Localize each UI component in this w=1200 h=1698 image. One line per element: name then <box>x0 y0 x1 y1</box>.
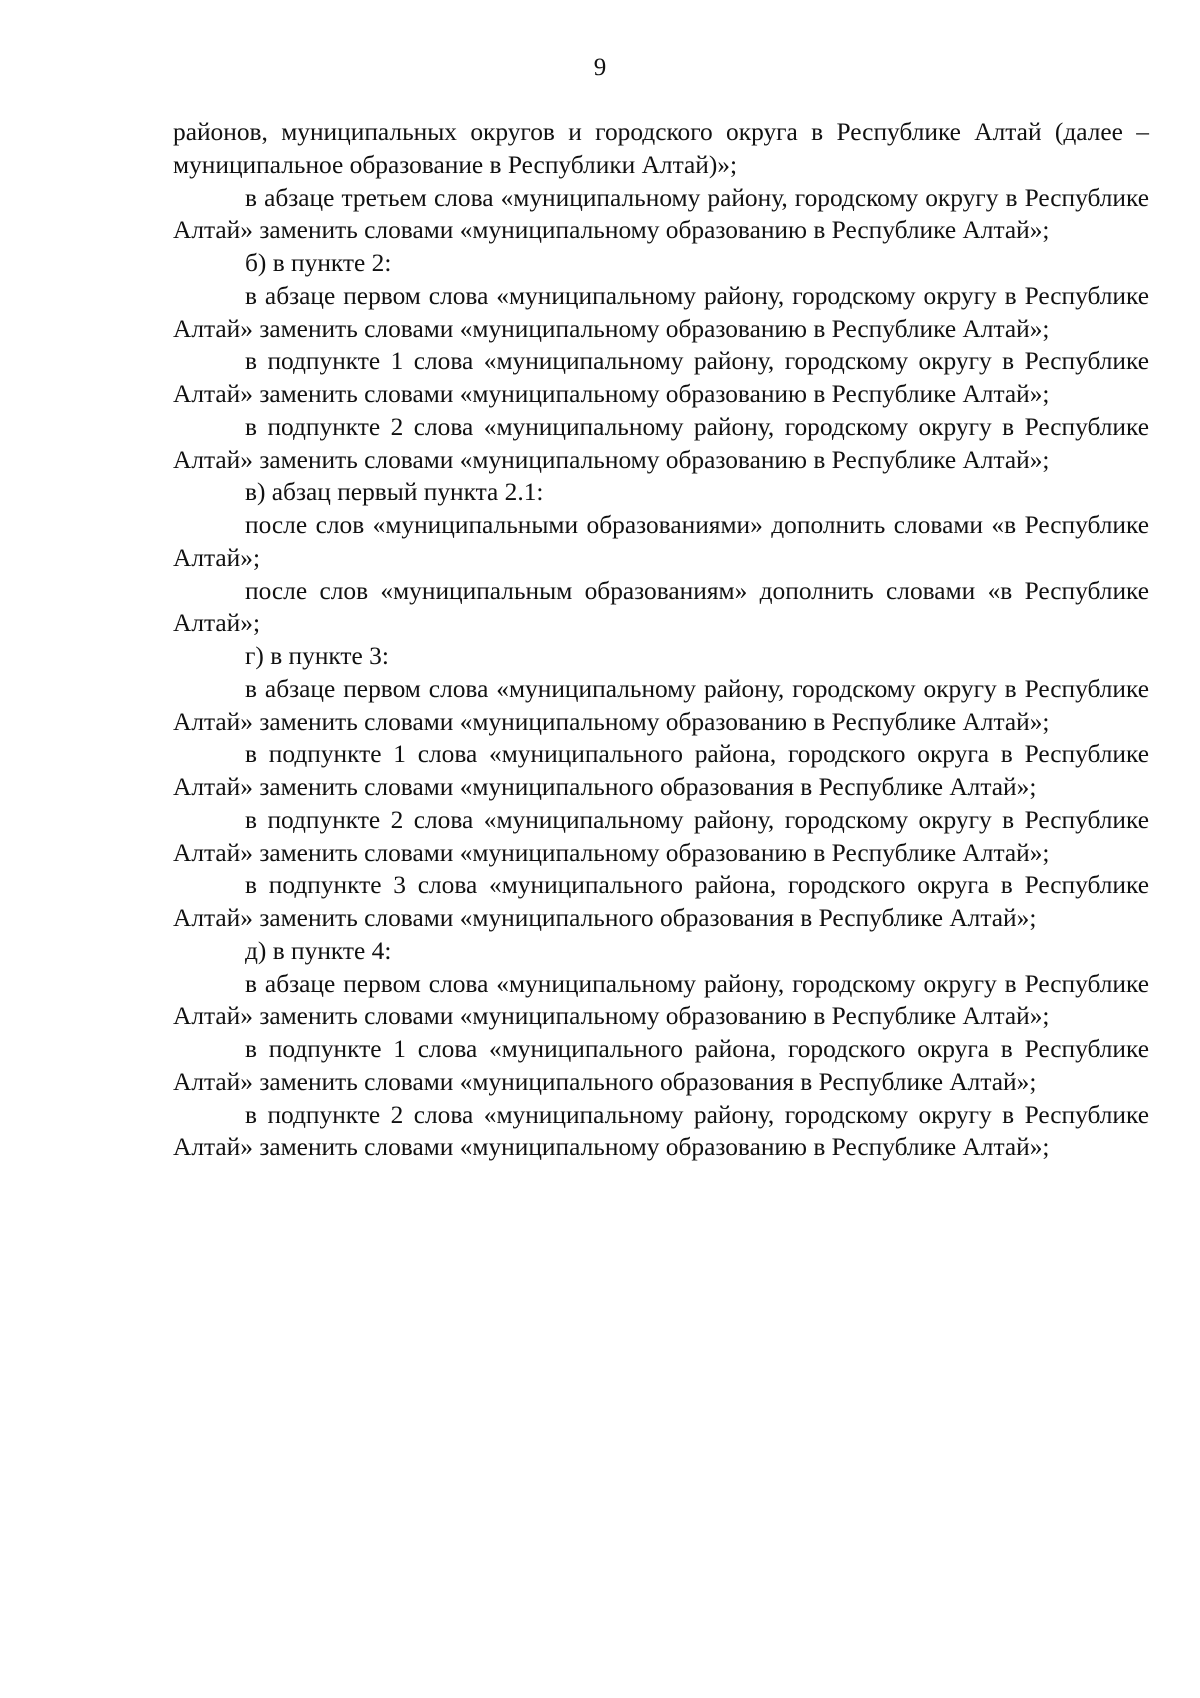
document-paragraph: в подпункте 2 слова «муниципальному району, городскому округу в Республике Алтай» заменить словами «муниципальному образованию в Республике Алтай»; <box>173 805 1149 867</box>
document-paragraph: г) в пункте 3: <box>245 642 389 670</box>
document-paragraph: в подпункте 3 слова «муниципального района, городского округа в Республике Алтай» заменить словами «муниципального образования в Республике Алтай»; <box>173 871 1149 932</box>
document-paragraph: д) в пункте 4: <box>245 936 392 965</box>
document-paragraph: после слов «муниципальным образованиям» дополнить словами «в Республике Алтай»; <box>173 576 1149 638</box>
document-paragraph: после слов «муниципальными образованиями» дополнить словами «в Республике Алтай»; <box>173 511 1149 572</box>
document-paragraph: в абзаце третьем слова «муниципальному району, городскому округу в Республике Алтай» заменить словами «муниципальному образованию в Республике Алтай»; <box>173 183 1149 245</box>
document-paragraph: в подпункте 1 слова «муниципальному району, городскому округу в Республике Алтай» заменить словами «муниципальному образованию в Республике Алтай»; <box>173 347 1149 408</box>
document-paragraph: в) абзац первый пункта 2.1: <box>245 478 544 507</box>
document-paragraph: в подпункте 1 слова «муниципального района, городского округа в Республике Алтай» заменить словами «муниципального образования в Республике Алтай»; <box>173 1035 1149 1096</box>
document-paragraph: б) в пункте 2: <box>245 249 392 277</box>
document-paragraph: в подпункте 2 слова «муниципальному району, городскому округу в Республике Алтай» заменить словами «муниципальному образованию в Республике Алтай»; <box>173 412 1149 474</box>
document-paragraph: в подпункте 2 слова «муниципальному району, городскому округу в Республике Алтай» заменить словами «муниципальному образованию в Республике Алтай»; <box>173 1100 1149 1162</box>
document-paragraph: в абзаце первом слова «муниципальному району, городскому округу в Республике Алтай» заменить словами «муниципальному образованию в Республике Алтай»; <box>173 969 1149 1031</box>
document-body <box>173 116 1149 1164</box>
document-paragraph: в абзаце первом слова «муниципальному району, городскому округу в Республике Алтай» заменить словами «муниципальному образованию в Республике Алтай»; <box>173 281 1149 343</box>
document-paragraph: в подпункте 1 слова «муниципального района, городского округа в Республике Алтай» заменить словами «муниципального образования в Республике Алтай»; <box>173 740 1149 801</box>
page-number: 9 <box>593 54 607 81</box>
document-paragraph: в абзаце первом слова «муниципальному району, городскому округу в Республике Алтай» заменить словами «муниципальному образованию в Республике Алтай»; <box>173 674 1149 736</box>
document-paragraph: районов, муниципальных округов и городского округа в Республике Алтай (далее – муниципальное образование в Республики Алтай)»; <box>173 118 1149 179</box>
